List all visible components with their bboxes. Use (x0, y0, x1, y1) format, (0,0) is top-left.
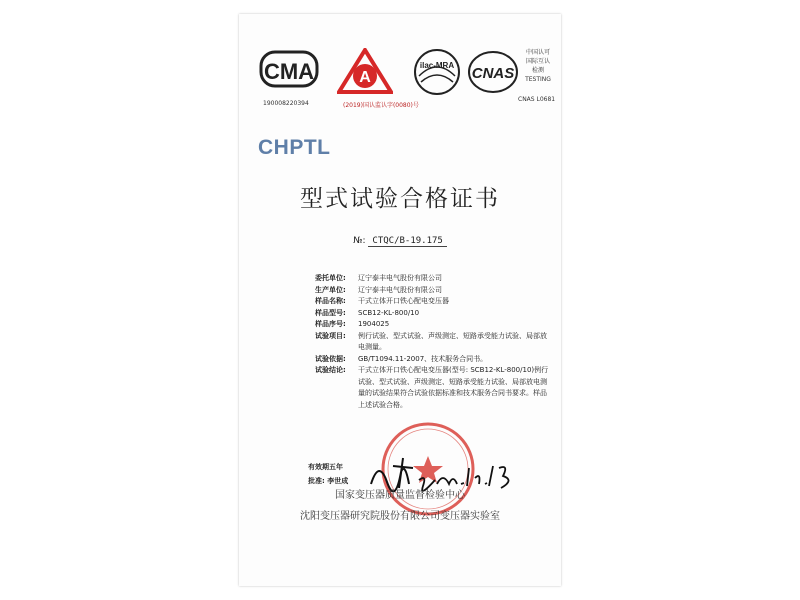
field-row (315, 354, 551, 366)
field-label: 委托单位: (315, 274, 346, 282)
cnas-side-text (523, 48, 553, 84)
cma-logo (259, 48, 319, 102)
institution-name-2: 沈阳变压器研究院股份有限公司变压器实验室 (300, 511, 500, 522)
cma-caption: 190008220394 (263, 100, 309, 107)
svg-text:CNAS: CNAS (471, 65, 515, 82)
cnas-logo (467, 48, 519, 102)
field-value: SCB12-KL-800/10 (358, 308, 420, 317)
institution-name-1: 国家变压器质量监督检验中心 (335, 490, 465, 501)
cnas-caption: CNAS L0681 (518, 96, 556, 103)
field-row (315, 331, 551, 354)
cnas-line-4: TESTING (525, 76, 551, 83)
accreditation-logos (255, 48, 555, 128)
field-value: GB/T1094.11-2007、技术服务合同书。 (358, 354, 488, 363)
field-label: 试验依据: (315, 354, 346, 363)
field-value: 干式立体开口铁心配电变压器(型号: SCB12-KL-800/10)例行试验、型式试验、声级测定、短路承受能力试验、局部放电测量的试验结果符合试验依据标准和技术服务合同书要求。样品上述试验合格。 (358, 366, 549, 409)
cal-logo (337, 48, 393, 102)
cal-caption: (2019)国认监认字(0080)号 (343, 102, 419, 109)
validity-approval (308, 460, 348, 488)
field-value: 干式立体开口铁心配电变压器 (358, 297, 449, 305)
certificate-fields (315, 273, 551, 411)
svg-text:CMA: CMA (263, 59, 315, 84)
certificate-number (239, 236, 561, 246)
field-value: 例行试验、型式试验、声级测定、短路承受能力试验、局部放电测量。 (358, 331, 547, 351)
validity-text: 有效期五年 (308, 463, 343, 471)
field-row (315, 285, 551, 297)
cnas-line-1: 中国认可 (525, 49, 550, 56)
ilac-mra-logo (413, 48, 461, 104)
certificate-title: 型式试验合格证书 (300, 186, 500, 212)
field-label: 试验结论: (315, 366, 346, 374)
field-value: 1904025 (358, 320, 390, 328)
field-label: 试验项目: (315, 331, 346, 340)
field-row (315, 319, 551, 331)
cert-number-value: CTQC/B-19.175 (368, 236, 446, 247)
cnas-line-2: 国际互认 (525, 58, 550, 65)
svg-text:ilac-MRA: ilac-MRA (419, 61, 455, 70)
svg-text:A: A (359, 69, 371, 86)
field-value: 辽宁泰丰电气股份有限公司 (358, 285, 442, 294)
brand-logo-text: CHPTL (258, 136, 331, 159)
field-row (315, 296, 551, 308)
field-label: 样品名称: (315, 297, 346, 305)
field-label: 样品型号: (315, 308, 346, 317)
field-label: 样品序号: (315, 320, 346, 328)
field-row (315, 273, 551, 285)
field-row (315, 308, 551, 320)
certificate-page (239, 14, 561, 586)
field-row (315, 365, 551, 411)
field-value: 辽宁泰丰电气股份有限公司 (358, 274, 442, 282)
cnas-line-3: 检测 (531, 67, 544, 74)
cert-number-prefix: №: (353, 236, 366, 246)
approver-text: 批准: 李世成 (308, 477, 349, 485)
field-label: 生产单位: (315, 285, 346, 294)
